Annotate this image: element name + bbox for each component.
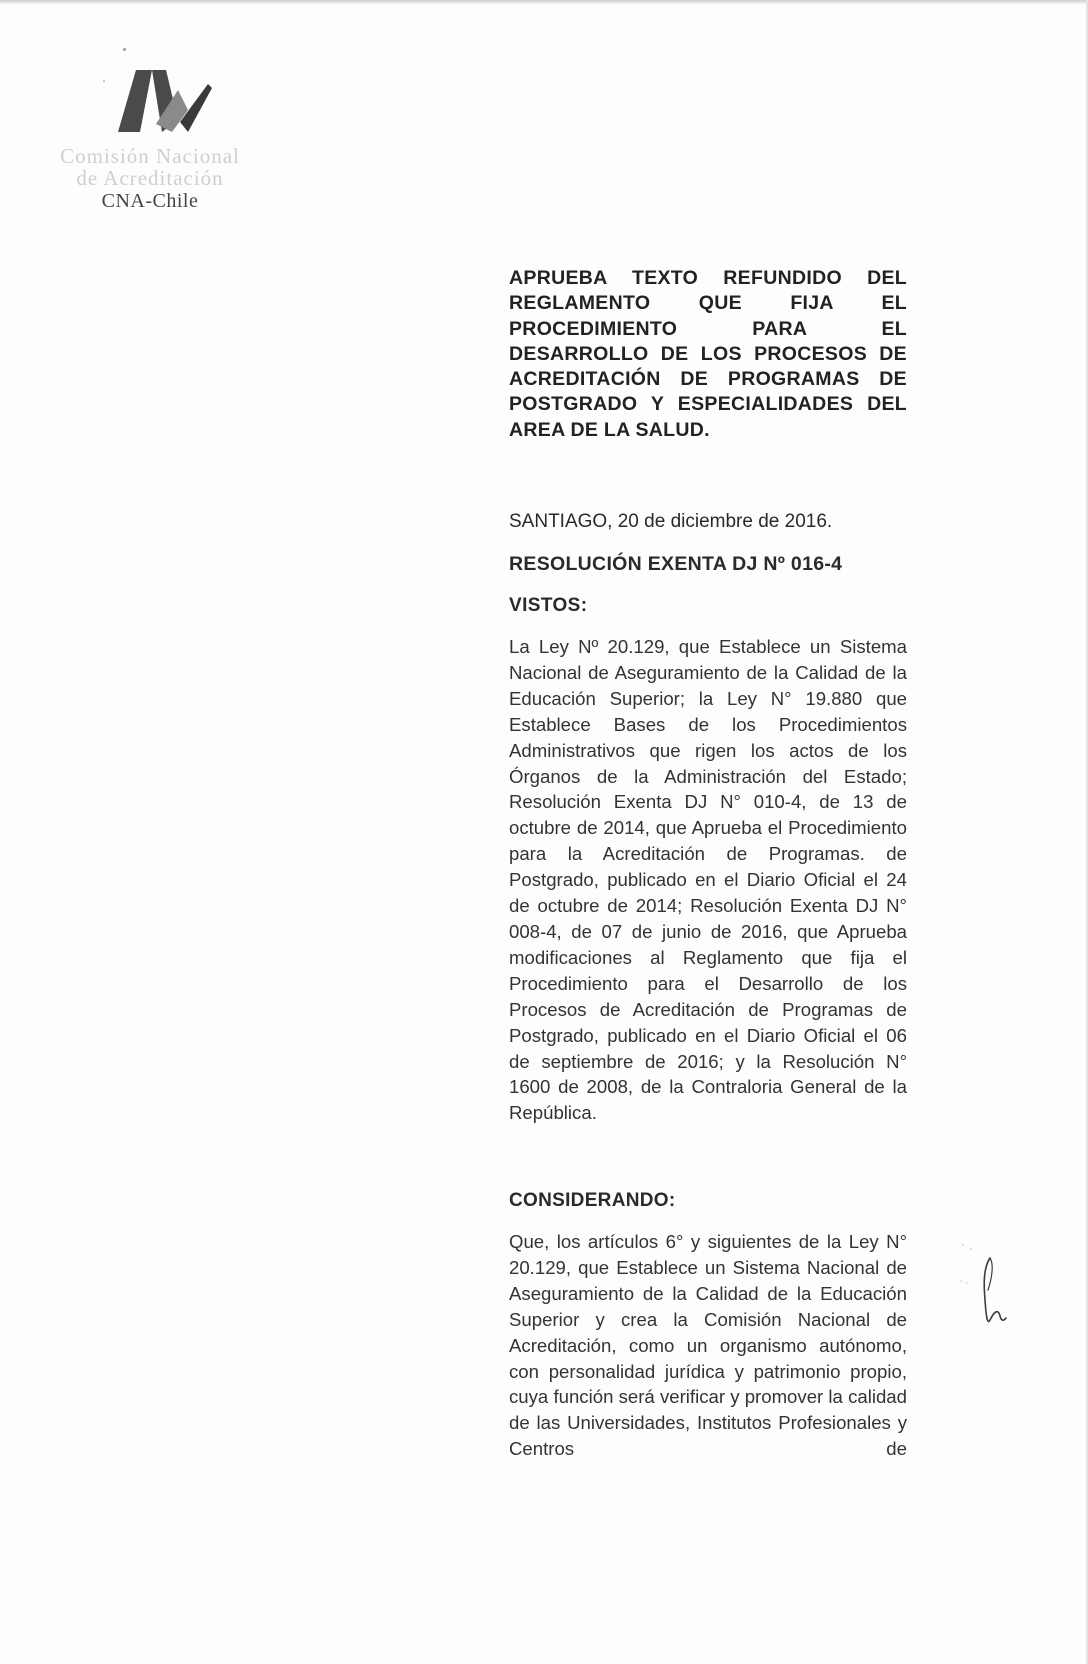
considerando-body: Que, los artículos 6° y siguientes de la Ley N° 20.129, que Establece un Sistema Nacional de Aseguramiento de la Calidad de la Educación Superior y crea la Comisión Nacional de Acreditación, como un organismo autónomo, con personalidad jurídica y patrimonio propio, cuya función será verificar y promover la calidad de las Universidades, Institutos Profesionales y Centros de (509, 1231, 907, 1460)
document-title: APRUEBA TEXTO REFUNDIDO DEL REGLAMENTO QUE FIJA EL PROCEDIMIENTO PARA EL DESARROLLO DE LOS PROCESOS DE ACREDITACIÓN DE PROGRAMAS DE POSTGRADO Y ESPECIALIDADES DEL AREA DE LA SALUD. (509, 267, 907, 441)
logo-short-name: CNA-Chile (101, 190, 199, 212)
cna-logo (40, 52, 260, 222)
logo-name-line2: de Acreditación (76, 166, 224, 190)
vistos-heading: VISTOS: (509, 595, 588, 616)
document-date: SANTIAGO, 20 de diciembre de 2016. (509, 511, 833, 532)
resolution-number: RESOLUCIÓN EXENTA DJ Nº 016-4 (509, 553, 843, 575)
logo-name-line1: Comisión Nacional (60, 144, 240, 168)
scan-speck (123, 48, 126, 51)
vistos-body: La Ley Nº 20.129, que Establece un Sistema Nacional de Aseguramiento de la Calidad de la Educación Superior; la Ley N° 19.880 que Establece Bases de los Procedimientos Administrativos que rigen los actos de los Órganos de la Administración del Estado; Resolución Exenta DJ N° 010-4, de 13 de octubre de 2014, que Aprueba el Procedimiento para la Acreditación de Programas. de Postgrado, publicado en el Diario Oficial el 24 de octubre de 2014; Resolución Exenta DJ N° 008-4, de 07 de junio de 2016, que Aprueba modificaciones al Reglamento que fija el Procedimiento para el Desarrollo de los Procesos de Acreditación de Programas de Postgrado, publicado en el Diario Oficial el 06 de septiembre de 2016; y la Resolución N° 1600 de 2008, de la Contraloria General de la República. (509, 636, 907, 1124)
considerando-heading: CONSIDERANDO: (509, 1190, 676, 1211)
handwritten-initial (940, 1250, 1010, 1330)
cna-logo-mark-icon (118, 62, 248, 142)
scan-top-edge (0, 0, 1088, 4)
